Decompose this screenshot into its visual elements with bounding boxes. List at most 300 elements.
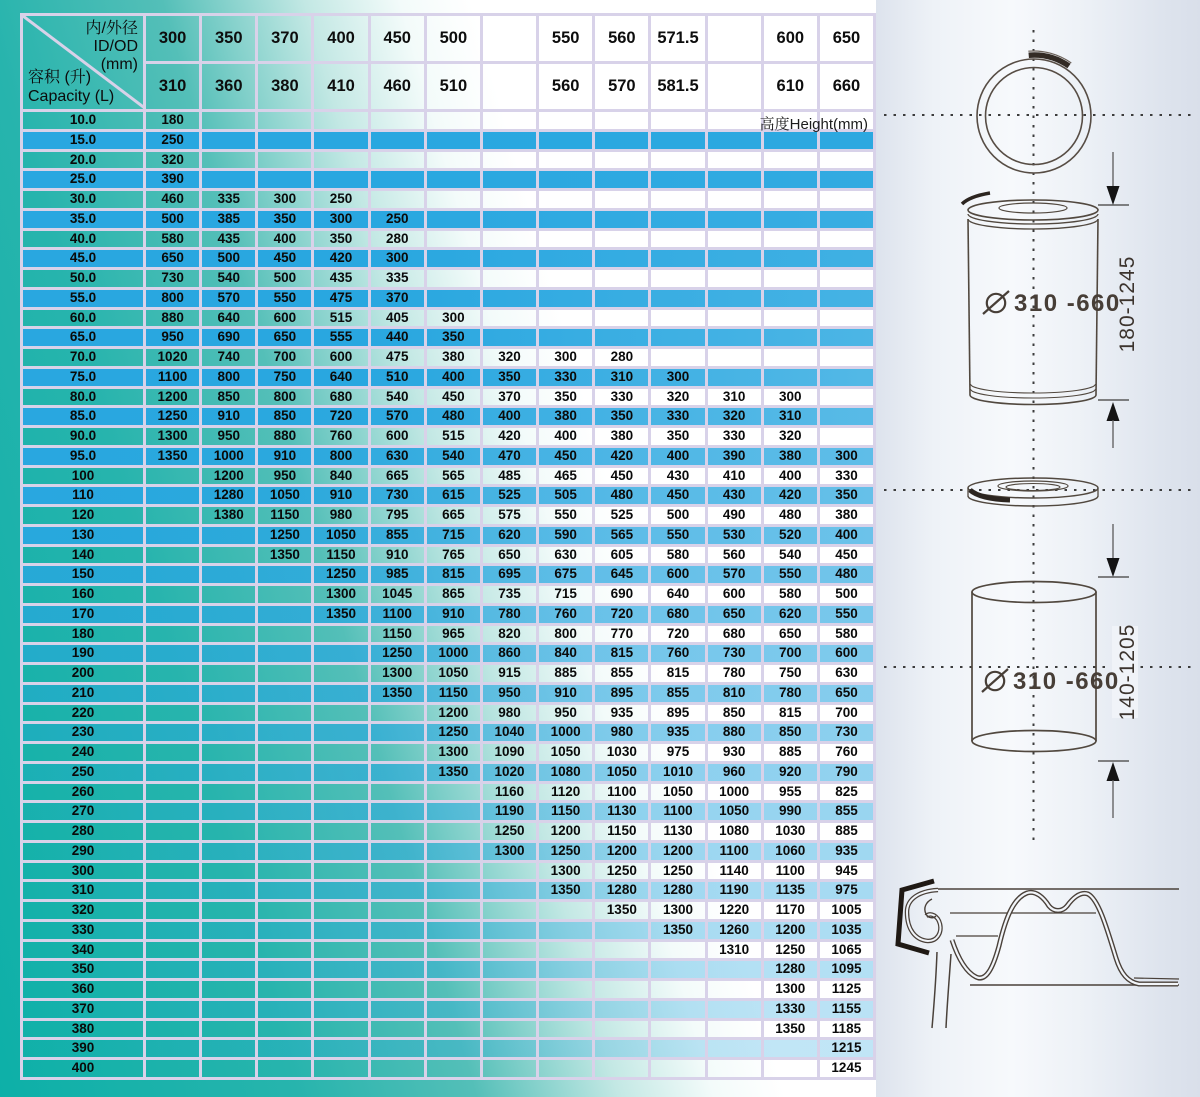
height-cell: 1300	[427, 744, 483, 761]
height-cell	[820, 349, 876, 366]
height-cell	[314, 764, 370, 781]
height-cell	[258, 626, 314, 643]
height-cell: 750	[764, 665, 820, 682]
height-cell	[258, 1021, 314, 1038]
od-diameter-cell: 360	[202, 64, 258, 109]
height-cell: 1000	[708, 784, 764, 801]
height-cell: 310	[708, 389, 764, 406]
height-cell	[314, 843, 370, 860]
height-cell	[820, 231, 876, 248]
height-cell: 850	[764, 724, 820, 741]
capacity-cell: 140	[23, 547, 146, 564]
height-cell: 750	[258, 369, 314, 386]
height-cell: 600	[651, 566, 707, 583]
height-cell: 480	[820, 566, 876, 583]
height-cell	[314, 665, 370, 682]
height-cell: 550	[764, 566, 820, 583]
table-row	[23, 882, 876, 902]
corner-unit: (mm)	[100, 56, 138, 73]
height-cell: 680	[651, 606, 707, 623]
capacity-cell: 260	[23, 784, 146, 801]
height-cell: 430	[708, 487, 764, 504]
height-cell	[483, 981, 539, 998]
capacity-cell: 300	[23, 863, 146, 880]
capacity-cell: 370	[23, 1001, 146, 1018]
height-cell: 1060	[764, 843, 820, 860]
height-cell: 700	[820, 705, 876, 722]
height-cell	[651, 942, 707, 959]
height-cell: 700	[258, 349, 314, 366]
od-diameter-cell: 581.5	[651, 64, 707, 109]
height-cell: 440	[371, 329, 427, 346]
height-cell: 815	[595, 645, 651, 662]
height-cell: 550	[651, 527, 707, 544]
table-row	[23, 171, 876, 191]
height-cell: 640	[202, 310, 258, 327]
height-cell: 310	[595, 369, 651, 386]
capacity-cell: 310	[23, 882, 146, 899]
height-cell: 1130	[651, 823, 707, 840]
height-cell: 780	[764, 685, 820, 702]
height-cell: 975	[820, 882, 876, 899]
height-cell	[483, 1001, 539, 1018]
height-cell	[539, 961, 595, 978]
height-cell: 855	[371, 527, 427, 544]
height-cell: 1150	[314, 547, 370, 564]
height-cell: 330	[820, 468, 876, 485]
height-cell	[202, 1021, 258, 1038]
height-cell	[651, 171, 707, 188]
od-diameter-cell: 660	[820, 64, 876, 109]
height-cell: 320	[483, 349, 539, 366]
height-cell	[483, 171, 539, 188]
height-cell	[146, 823, 202, 840]
height-cell	[595, 171, 651, 188]
height-cell	[820, 290, 876, 307]
diameter-header-rows	[146, 16, 876, 112]
height-cell: 1120	[539, 784, 595, 801]
height-cell: 600	[820, 645, 876, 662]
height-cell	[539, 270, 595, 287]
height-cell	[258, 823, 314, 840]
height-cell	[146, 803, 202, 820]
height-cell: 1310	[708, 942, 764, 959]
height-cell	[708, 132, 764, 149]
height-cell	[202, 626, 258, 643]
height-cell	[708, 191, 764, 208]
height-cell	[314, 823, 370, 840]
height-cell	[708, 250, 764, 267]
capacity-cell: 110	[23, 487, 146, 504]
height-cell	[539, 1040, 595, 1057]
height-cell: 380	[427, 349, 483, 366]
height-cell	[764, 310, 820, 327]
height-cell: 520	[764, 527, 820, 544]
height-cell: 1185	[820, 1021, 876, 1038]
height-cell	[146, 744, 202, 761]
height-cell: 695	[483, 566, 539, 583]
height-cell: 720	[314, 408, 370, 425]
table-row	[23, 389, 876, 409]
height-cell	[764, 290, 820, 307]
height-cell: 420	[595, 448, 651, 465]
height-cell: 1215	[820, 1040, 876, 1057]
height-cell: 1030	[595, 744, 651, 761]
height-cell: 980	[595, 724, 651, 741]
height-cell: 680	[708, 626, 764, 643]
height-cell: 550	[820, 606, 876, 623]
height-cell: 330	[651, 408, 707, 425]
table-row	[23, 132, 876, 152]
table-row	[23, 902, 876, 922]
height-cell	[764, 231, 820, 248]
height-unit-note: 高度Height(mm)	[759, 116, 868, 133]
height-cell: 780	[483, 606, 539, 623]
height-cell	[202, 942, 258, 959]
height-cell	[146, 1060, 202, 1077]
height-cell: 1000	[202, 448, 258, 465]
height-cell: 1350	[427, 764, 483, 781]
height-cell	[651, 290, 707, 307]
height-cell	[708, 1001, 764, 1018]
height-cell	[202, 1001, 258, 1018]
height-cell	[539, 1001, 595, 1018]
height-cell: 910	[258, 448, 314, 465]
height-cell	[371, 803, 427, 820]
height-cell	[258, 1001, 314, 1018]
height-cell: 645	[595, 566, 651, 583]
height-cell: 330	[708, 428, 764, 445]
height-cell: 1160	[483, 784, 539, 801]
height-cell: 715	[539, 586, 595, 603]
table-row	[23, 961, 876, 981]
height-cell: 935	[651, 724, 707, 741]
height-cell	[371, 922, 427, 939]
height-cell: 630	[820, 665, 876, 682]
height-cell	[539, 329, 595, 346]
height-cell	[427, 171, 483, 188]
height-cell	[651, 349, 707, 366]
height-cell: 665	[427, 507, 483, 524]
height-cell: 1050	[539, 744, 595, 761]
height-cell	[202, 922, 258, 939]
height-cell	[314, 981, 370, 998]
capacity-cell: 160	[23, 586, 146, 603]
height-cell: 1140	[708, 863, 764, 880]
height-cell	[314, 784, 370, 801]
height-cell	[483, 942, 539, 959]
od-diameter-row	[146, 64, 876, 112]
height-cell	[764, 191, 820, 208]
height-cell	[651, 231, 707, 248]
height-cell	[371, 724, 427, 741]
height-cell: 500	[820, 586, 876, 603]
height-cell: 450	[539, 448, 595, 465]
table-row	[23, 231, 876, 251]
height-cell: 1200	[595, 843, 651, 860]
table-row	[23, 744, 876, 764]
height-cell: 1250	[427, 724, 483, 741]
height-cell	[371, 843, 427, 860]
height-cell: 800	[146, 290, 202, 307]
height-cell	[427, 803, 483, 820]
height-cell: 405	[371, 310, 427, 327]
height-cell: 760	[651, 645, 707, 662]
height-cell: 935	[820, 843, 876, 860]
height-cell	[146, 1021, 202, 1038]
height-cell	[202, 764, 258, 781]
height-cell: 1260	[708, 922, 764, 939]
table-row	[23, 606, 876, 626]
height-cell: 1000	[539, 724, 595, 741]
id-diameter-cell: 350	[202, 16, 258, 61]
corner-en-top: ID/OD	[93, 38, 138, 55]
capacity-cell: 340	[23, 942, 146, 959]
height-cell	[202, 803, 258, 820]
height-cell: 555	[314, 329, 370, 346]
height-cell: 350	[651, 428, 707, 445]
height-cell	[258, 685, 314, 702]
height-cell: 915	[483, 665, 539, 682]
capacity-cell: 320	[23, 902, 146, 919]
table-row	[23, 547, 876, 567]
height-cell	[483, 902, 539, 919]
height-cell: 955	[764, 784, 820, 801]
height-cell: 465	[539, 468, 595, 485]
height-cell: 730	[146, 270, 202, 287]
height-cell	[539, 922, 595, 939]
height-cell	[202, 685, 258, 702]
height-cell: 450	[820, 547, 876, 564]
height-cell: 1250	[314, 566, 370, 583]
od-diameter-cell: 610	[764, 64, 820, 109]
height-cell	[427, 902, 483, 919]
height-cell: 1035	[820, 922, 876, 939]
height-cell: 550	[258, 290, 314, 307]
height-cell	[651, 1001, 707, 1018]
height-cell: 540	[371, 389, 427, 406]
id-diameter-cell: 400	[314, 16, 370, 61]
od-diameter-cell: 570	[595, 64, 651, 109]
height-cell: 975	[651, 744, 707, 761]
table-row	[23, 191, 876, 211]
height-cell: 350	[427, 329, 483, 346]
height-cell	[314, 961, 370, 978]
height-cell	[708, 270, 764, 287]
height-cell: 400	[483, 408, 539, 425]
height-cell: 815	[651, 665, 707, 682]
height-cell	[539, 171, 595, 188]
height-cell: 500	[258, 270, 314, 287]
height-cell	[539, 310, 595, 327]
height-cell	[146, 665, 202, 682]
height-cell: 1200	[202, 468, 258, 485]
od-diameter-cell: 510	[427, 64, 483, 109]
height-cell: 470	[483, 448, 539, 465]
height-cell	[258, 112, 314, 129]
height-cell: 250	[314, 191, 370, 208]
height-cell: 420	[483, 428, 539, 445]
height-cell: 800	[539, 626, 595, 643]
height-cell	[427, 961, 483, 978]
height-cell: 1350	[595, 902, 651, 919]
height-cell: 330	[595, 389, 651, 406]
height-cell: 930	[708, 744, 764, 761]
table-row	[23, 468, 876, 488]
height-cell: 300	[764, 389, 820, 406]
height-cell	[483, 961, 539, 978]
height-cell	[427, 270, 483, 287]
height-cell: 1350	[539, 882, 595, 899]
corner-cn-bottom: 容积 (升)	[28, 69, 92, 86]
height-cell	[595, 1060, 651, 1077]
capacity-cell: 400	[23, 1060, 146, 1077]
height-cell: 760	[314, 428, 370, 445]
height-cell: 950	[483, 685, 539, 702]
capacity-cell: 100	[23, 468, 146, 485]
table-row	[23, 1060, 876, 1080]
height-cell: 280	[595, 349, 651, 366]
height-cell	[708, 981, 764, 998]
height-cell	[708, 211, 764, 228]
height-cell: 1050	[258, 487, 314, 504]
height-cell	[258, 606, 314, 623]
height-cell: 480	[427, 408, 483, 425]
capacity-cell: 95.0	[23, 448, 146, 465]
height-cell: 605	[595, 547, 651, 564]
height-cell: 815	[764, 705, 820, 722]
table-row	[23, 329, 876, 349]
height-cell	[314, 882, 370, 899]
height-cell: 730	[820, 724, 876, 741]
height-cell	[539, 1021, 595, 1038]
height-cell	[764, 132, 820, 149]
height-cell	[371, 961, 427, 978]
height-cell: 600	[371, 428, 427, 445]
table-row	[23, 310, 876, 330]
table-row	[23, 942, 876, 962]
height-cell: 1250	[258, 527, 314, 544]
height-cell: 735	[483, 586, 539, 603]
height-cell: 980	[483, 705, 539, 722]
height-cell	[314, 112, 370, 129]
height-cell: 1080	[539, 764, 595, 781]
height-cell: 850	[708, 705, 764, 722]
height-cell: 1100	[764, 863, 820, 880]
table-row	[23, 645, 876, 665]
corner-id-od-label	[86, 20, 138, 74]
height-cell: 910	[539, 685, 595, 702]
drum-height-range-label: 180-1245	[1116, 255, 1139, 353]
height-cell: 640	[651, 586, 707, 603]
height-cell: 500	[202, 250, 258, 267]
height-cell: 600	[314, 349, 370, 366]
height-cell: 730	[708, 645, 764, 662]
height-cell: 300	[651, 369, 707, 386]
height-cell	[258, 724, 314, 741]
height-cell: 650	[483, 547, 539, 564]
height-cell	[483, 112, 539, 129]
height-cell	[202, 586, 258, 603]
height-cell: 865	[427, 586, 483, 603]
height-cell	[371, 152, 427, 169]
height-cell: 640	[314, 369, 370, 386]
table-row	[23, 1001, 876, 1021]
capacity-cell: 40.0	[23, 231, 146, 248]
height-cell: 565	[595, 527, 651, 544]
capacity-cell: 150	[23, 566, 146, 583]
height-cell	[595, 942, 651, 959]
height-cell: 1280	[651, 882, 707, 899]
height-cell: 1190	[483, 803, 539, 820]
height-cell: 400	[539, 428, 595, 445]
height-cell: 990	[764, 803, 820, 820]
table-row	[23, 211, 876, 231]
capacity-cell: 230	[23, 724, 146, 741]
height-cell: 880	[146, 310, 202, 327]
height-cell: 650	[764, 626, 820, 643]
height-cell	[146, 1001, 202, 1018]
height-cell: 580	[820, 626, 876, 643]
height-cell	[258, 764, 314, 781]
height-cell	[427, 231, 483, 248]
capacity-cell: 250	[23, 764, 146, 781]
od-diameter-cell: 410	[314, 64, 370, 109]
height-cell	[764, 211, 820, 228]
height-cell: 985	[371, 566, 427, 583]
height-cell	[371, 1060, 427, 1077]
id-diameter-cell: 650	[820, 16, 876, 61]
height-cell	[483, 231, 539, 248]
height-cell: 1190	[708, 882, 764, 899]
height-cell: 1250	[371, 645, 427, 662]
table-row	[23, 823, 876, 843]
height-cell: 320	[146, 152, 202, 169]
height-cell	[595, 981, 651, 998]
height-cell: 770	[595, 626, 651, 643]
height-cell	[314, 1001, 370, 1018]
height-cell: 885	[820, 823, 876, 840]
height-cell	[595, 152, 651, 169]
height-cell	[202, 705, 258, 722]
height-cell	[764, 1060, 820, 1077]
height-cell	[146, 902, 202, 919]
height-cell: 450	[258, 250, 314, 267]
height-cell: 1150	[595, 823, 651, 840]
height-cell	[539, 152, 595, 169]
height-cell: 400	[764, 468, 820, 485]
height-cell: 570	[371, 408, 427, 425]
height-cell	[764, 329, 820, 346]
height-cell	[202, 744, 258, 761]
table-row	[23, 685, 876, 705]
height-cell: 950	[539, 705, 595, 722]
height-cell	[202, 863, 258, 880]
height-cell: 615	[427, 487, 483, 504]
height-cell	[314, 1060, 370, 1077]
table-row	[23, 290, 876, 310]
height-cell	[708, 152, 764, 169]
height-cell: 1250	[146, 408, 202, 425]
height-cell: 910	[314, 487, 370, 504]
corner-capacity-label	[28, 68, 114, 106]
height-cell: 680	[314, 389, 370, 406]
height-cell: 180	[146, 112, 202, 129]
height-cell: 1155	[820, 1001, 876, 1018]
height-cell: 810	[708, 685, 764, 702]
height-cell	[202, 566, 258, 583]
height-cell	[258, 863, 314, 880]
